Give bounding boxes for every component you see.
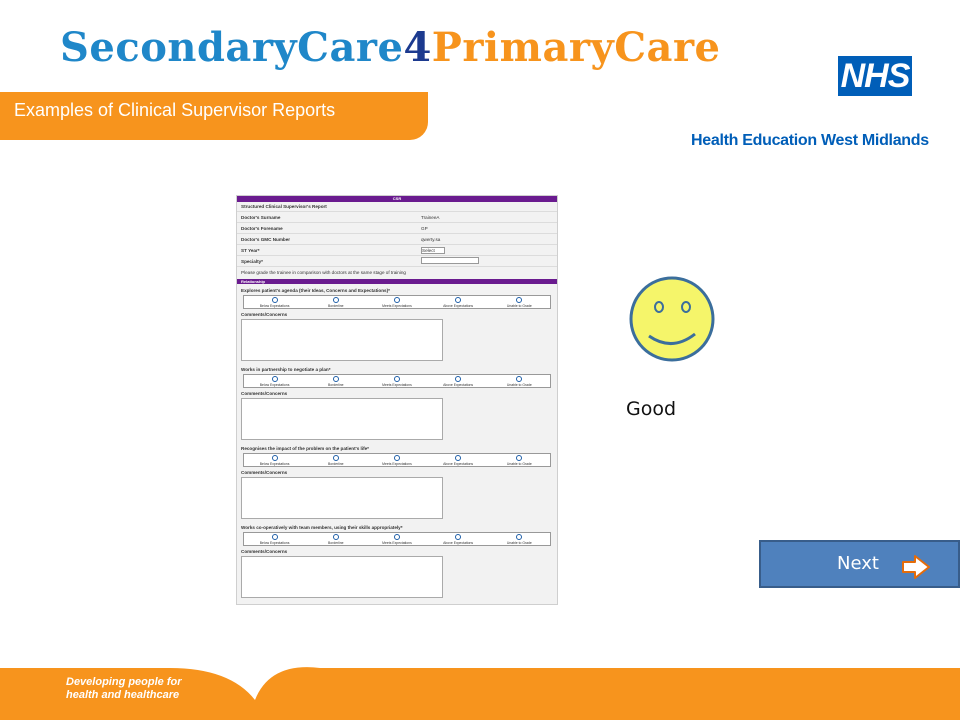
radio-icon — [455, 455, 461, 461]
subtitle-tab — [0, 92, 428, 140]
grade-label: Borderline — [328, 541, 344, 545]
grade-label: Borderline — [328, 462, 344, 466]
form-field-value: TraineeA — [421, 214, 440, 220]
form-field-value: GP — [421, 225, 428, 231]
form-top-bar: CSR — [237, 196, 557, 202]
organisation-name: Health Education West Midlands — [691, 132, 929, 149]
radio-icon — [333, 455, 339, 461]
next-button-label: Next — [837, 553, 879, 574]
radio-icon — [516, 376, 522, 382]
grade-label: Unable to Grade — [506, 541, 532, 545]
form-field-label: Doctor's Surname — [241, 214, 281, 220]
grade-label: Meets Expectations — [382, 541, 412, 545]
nhs-logo: NHS — [838, 56, 912, 96]
grade-label: Unable to Grade — [506, 462, 532, 466]
radio-icon — [272, 297, 278, 303]
radio-icon — [516, 455, 522, 461]
st-year-select: Select — [421, 247, 445, 254]
form-field-row — [237, 233, 557, 244]
grade-options — [243, 295, 551, 309]
grade-label: Above Expectations — [443, 541, 474, 545]
grade-label: Above Expectations — [443, 304, 474, 308]
comments-label: Comments/Concerns — [241, 391, 288, 396]
grade-label: Above Expectations — [443, 383, 474, 387]
form-section-bar: Relationship — [237, 279, 557, 284]
grade-label: Below Expectations — [259, 304, 290, 308]
brand-title-part-secondary: SecondaryCare — [60, 24, 404, 71]
comments-textarea — [241, 398, 443, 440]
radio-icon — [516, 534, 522, 540]
supervisor-report-form-screenshot — [236, 195, 558, 605]
radio-icon — [333, 534, 339, 540]
grade-label: Unable to Grade — [506, 304, 532, 308]
radio-icon — [272, 534, 278, 540]
radio-icon — [333, 297, 339, 303]
radio-icon — [394, 376, 400, 382]
grade-label: Meets Expectations — [382, 383, 412, 387]
grade-label: Meets Expectations — [382, 462, 412, 466]
form-field-row — [237, 211, 557, 222]
form-field-row — [237, 222, 557, 233]
smiley-face-icon — [629, 276, 715, 362]
rating-label: Good — [626, 398, 677, 420]
page-subtitle: Examples of Clinical Supervisor Reports — [14, 100, 336, 120]
brand-title-part-primary: PrimaryCare — [431, 24, 721, 71]
grade-label: Unable to Grade — [506, 383, 532, 387]
form-field-label: Specialty* — [241, 258, 263, 264]
form-field-value: qwerty.sa — [421, 236, 441, 242]
radio-icon — [455, 534, 461, 540]
form-question: Recognises the impact of the problem on the patient's life* — [241, 446, 369, 451]
footer-tagline: Developing people for health and healthcare — [66, 676, 182, 701]
form-question: Explores patient's agenda (their Ideas, Concerns and Expectations)* — [241, 288, 390, 293]
form-instruction: Please grade the trainee in comparison with doctors at the same stage of training — [237, 266, 557, 278]
radio-icon — [455, 376, 461, 382]
comments-textarea — [241, 556, 443, 598]
grade-label: Above Expectations — [443, 462, 474, 466]
specialty-input — [421, 257, 479, 264]
radio-icon — [516, 297, 522, 303]
comments-label: Comments/Concerns — [241, 470, 288, 475]
form-field-row — [237, 255, 557, 266]
grade-options — [243, 453, 551, 467]
radio-icon — [272, 376, 278, 382]
arrow-right-icon — [901, 554, 931, 580]
next-button[interactable] — [759, 540, 960, 588]
grade-label: Borderline — [328, 383, 344, 387]
comments-textarea — [241, 319, 443, 361]
radio-icon — [333, 376, 339, 382]
form-question: Works in partnership to negotiate a plan* — [241, 367, 331, 372]
comments-textarea — [241, 477, 443, 519]
radio-icon — [394, 455, 400, 461]
radio-icon — [455, 297, 461, 303]
radio-icon — [394, 534, 400, 540]
grade-label: Below Expectations — [259, 462, 290, 466]
comments-label: Comments/Concerns — [241, 312, 288, 317]
comments-label: Comments/Concerns — [241, 549, 288, 554]
grade-options — [243, 532, 551, 546]
grade-label: Borderline — [328, 304, 344, 308]
radio-icon — [394, 297, 400, 303]
grade-label: Meets Expectations — [382, 304, 412, 308]
form-heading: Structured Clinical Supervisor's Report — [241, 204, 327, 209]
form-field-label: Doctor's GMC Number — [241, 236, 291, 242]
radio-icon — [272, 455, 278, 461]
form-field-label: ST Year* — [241, 247, 260, 253]
form-field-label: Doctor's Forename — [241, 225, 283, 231]
grade-label: Below Expectations — [259, 383, 290, 387]
brand-title-part-four: 4 — [403, 24, 432, 71]
grade-options — [243, 374, 551, 388]
grade-label: Below Expectations — [259, 541, 290, 545]
form-field-row — [237, 244, 557, 255]
brand-title — [60, 24, 720, 71]
form-question: Works co-operatively with team members, using their skills appropriately* — [241, 525, 403, 530]
